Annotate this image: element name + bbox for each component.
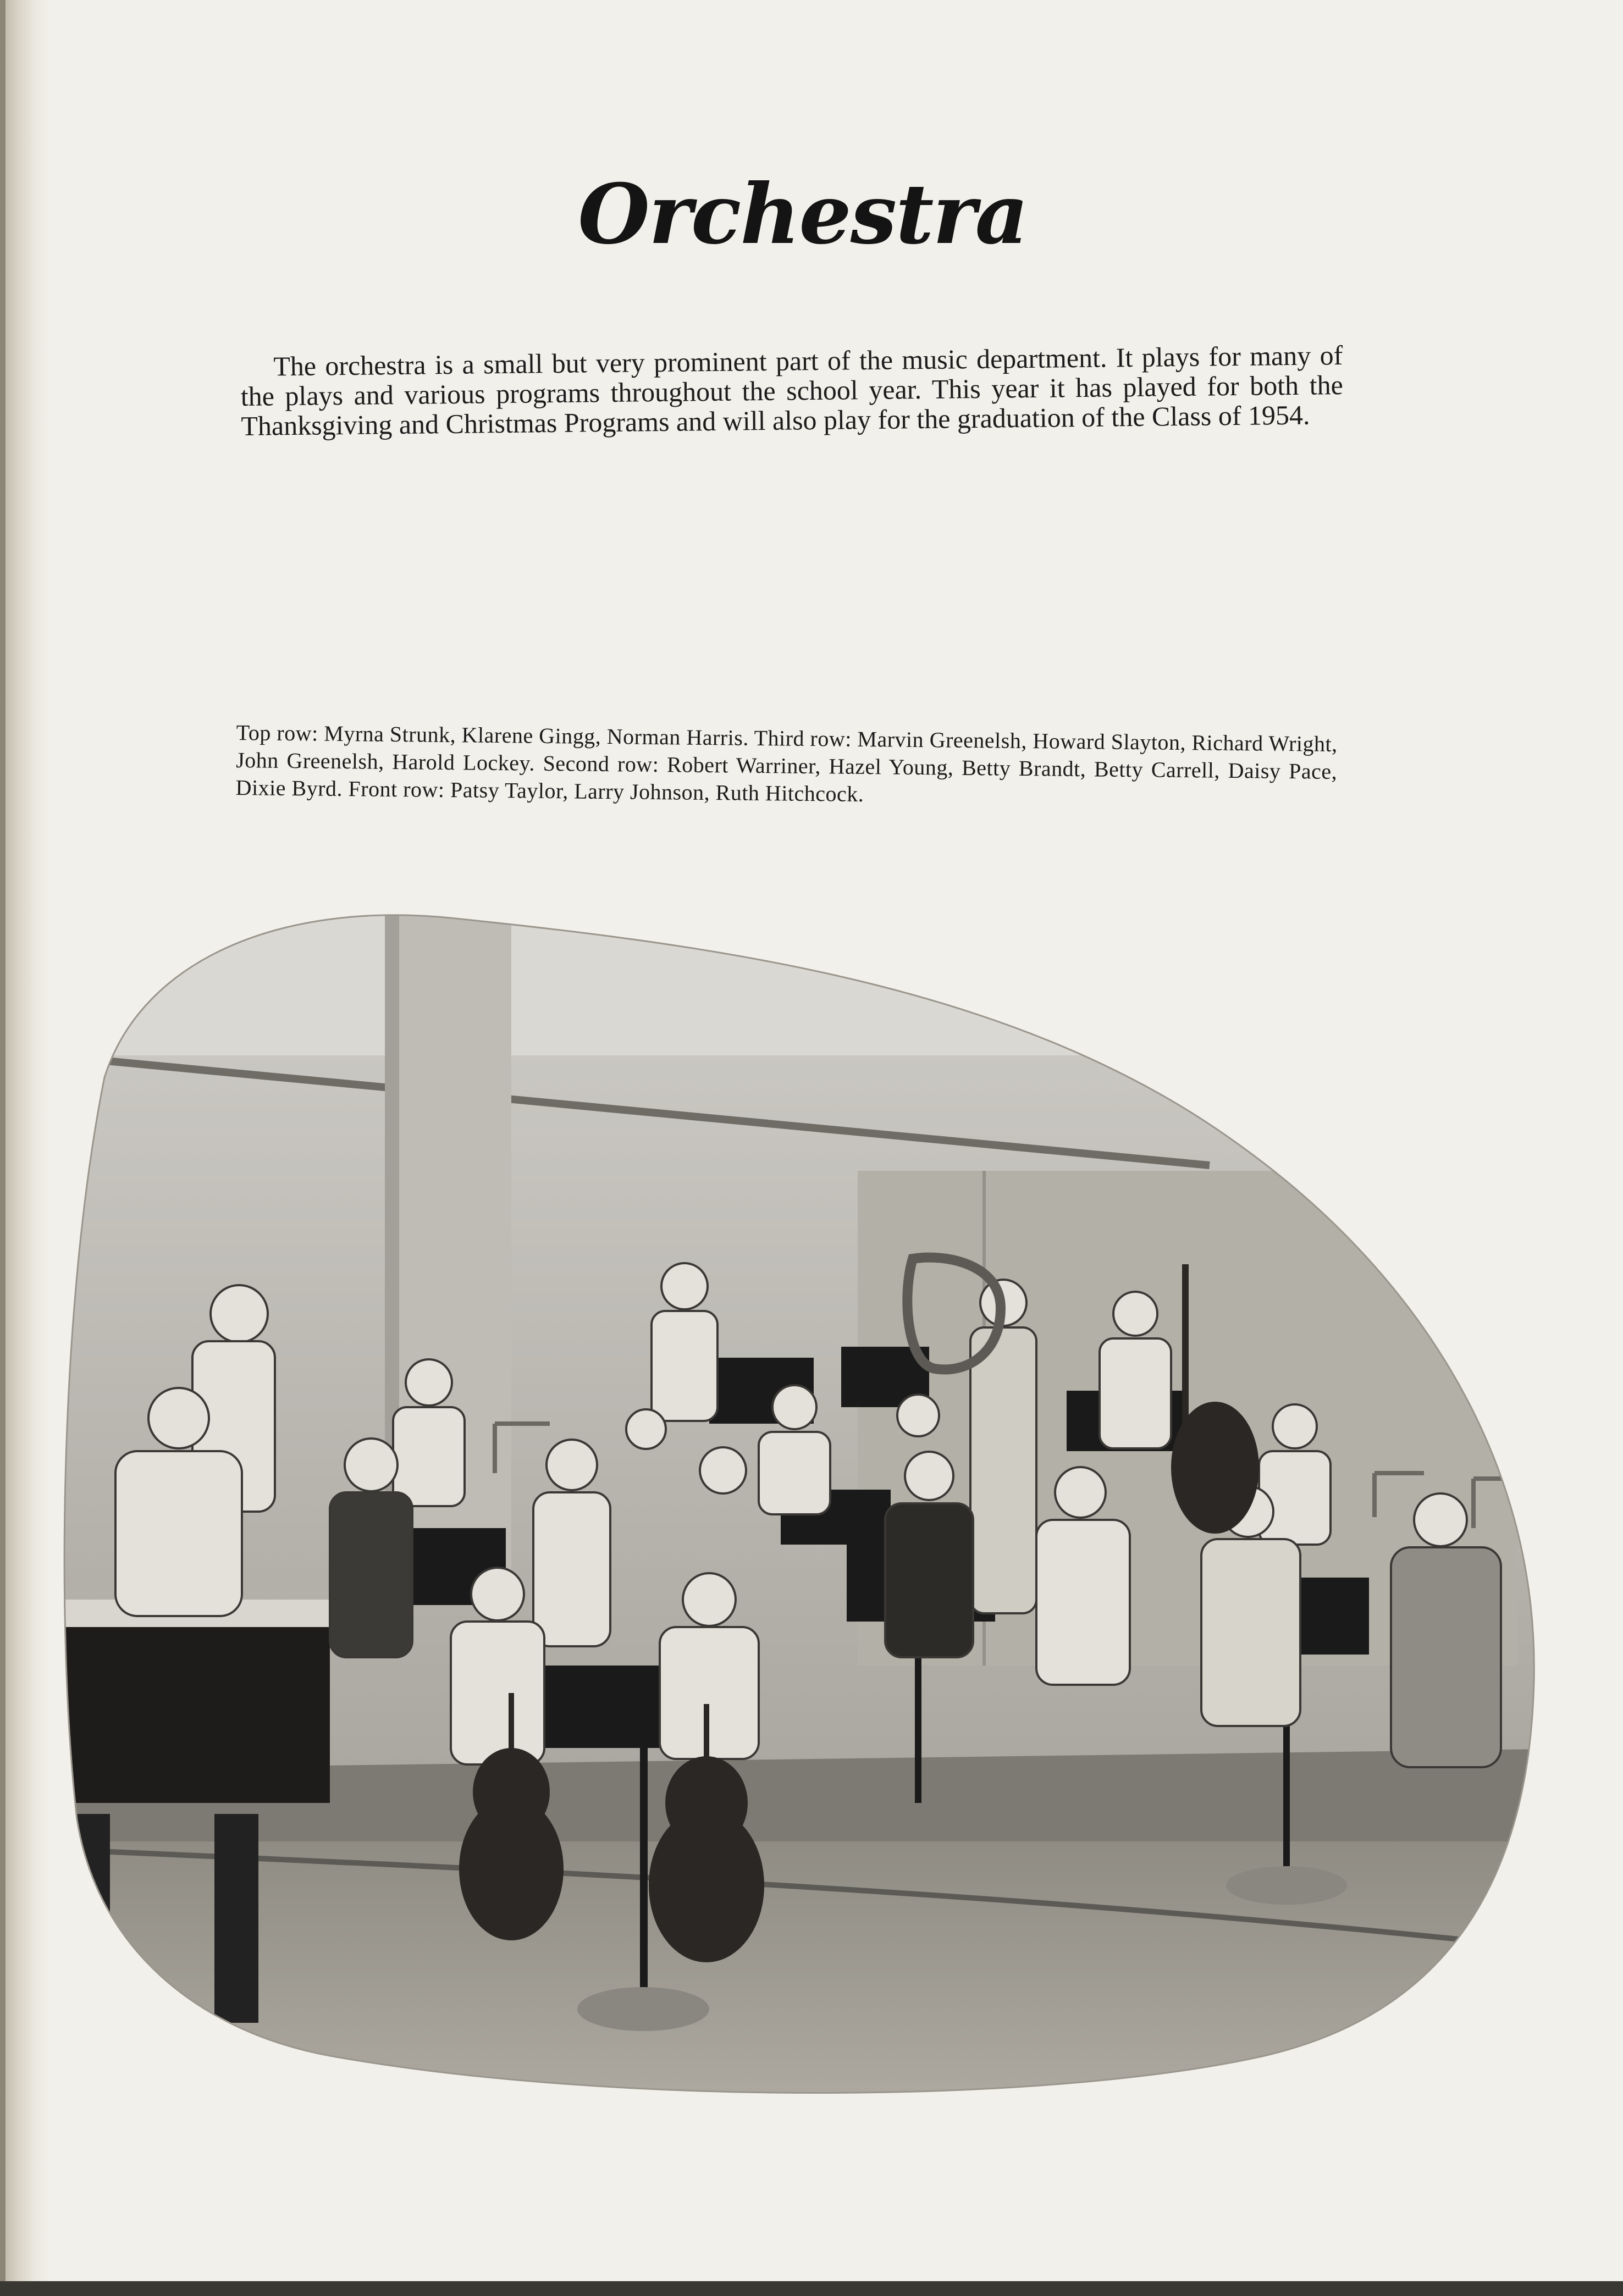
page-bottom-edge [0,2281,1623,2296]
intro-paragraph: The orchestra is a small but very prominent part of the music department. It plays for many of the plays and various programs throughout the school year. This year it has played for both the Thanksgiving and Christmas Programs and will also play for the graduation of the Class of 1954. [240,340,1344,441]
photo-caption: Top row: Myrna Strunk, Klarene Gingg, Norman Harris. Third row: Marvin Greenelsh, Howard Slayton, Richard Wright, John Greenelsh, Harold Lockey. Second row: Robert Warriner, Hazel Young, Betty Brandt, Betty Carrell, Daisy Pace, Dixie Byrd. Front row: Patsy Taylor, Larry Johnson, Ruth Hitchcock. [235,720,1338,806]
page-title: Orchestra [578,166,1028,263]
orchestra-photo [0,912,1623,2243]
